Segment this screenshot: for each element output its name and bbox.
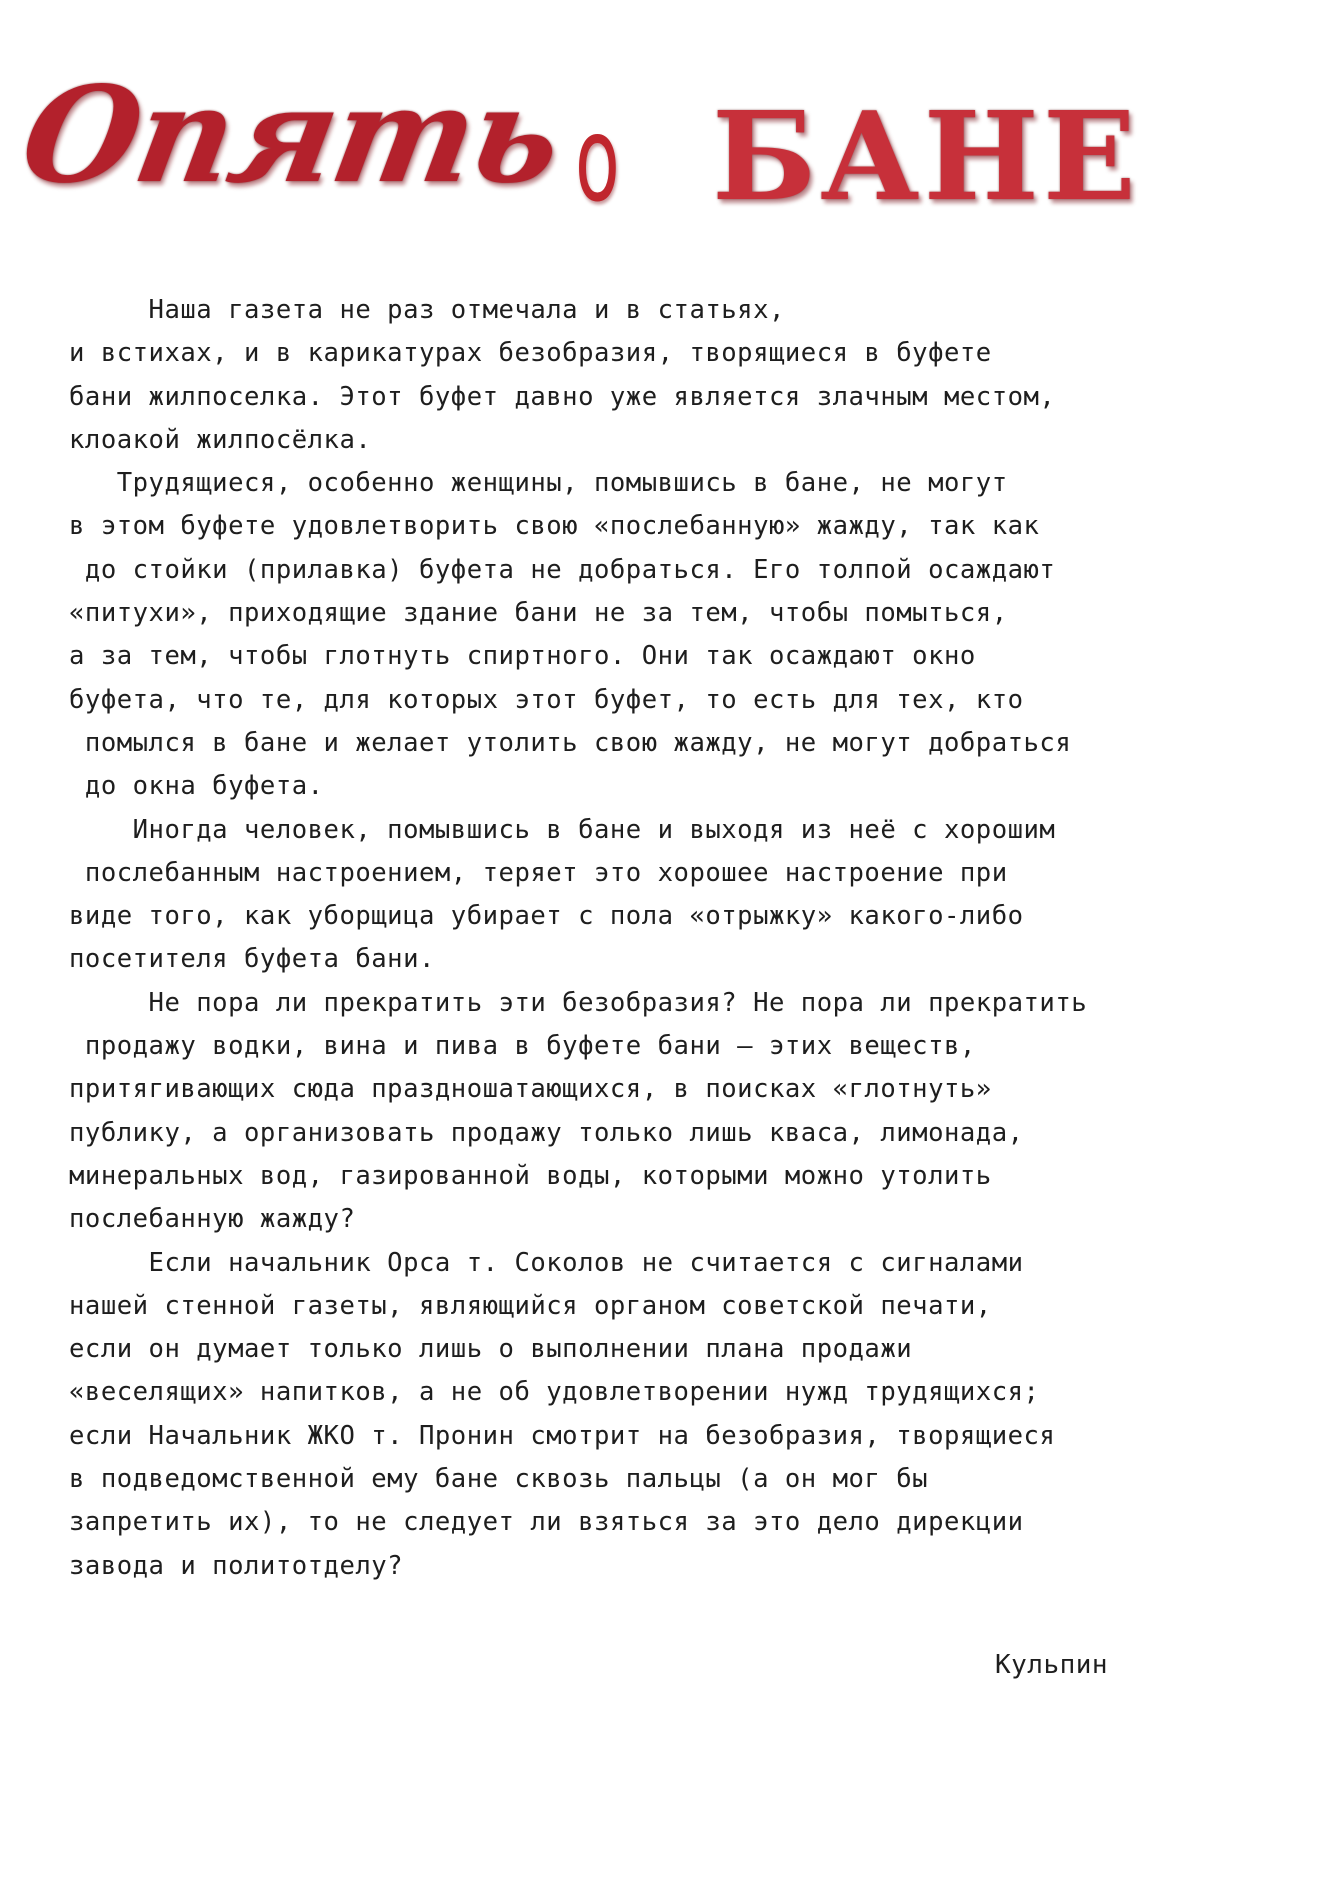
article-line: Не пора ли прекратить эти безобразия? Не пора ли прекратить: [69, 987, 1088, 1018]
article-line: буфета, что те, для которых этот буфет, то есть для тех, кто: [69, 684, 1024, 715]
article-line: посетителя буфета бани.: [69, 944, 435, 975]
article-line: послебанным настроением, теряет это хорошее настроение при: [69, 857, 1008, 888]
article-line: минеральных вод, газированной воды, которыми можно утолить: [69, 1160, 992, 1191]
article-line: публику, а организовать продажу только лишь кваса, лимонада,: [69, 1117, 1024, 1148]
article-line: до стойки (прилавка) буфета не добраться. Его толпой осаждают: [69, 554, 1056, 585]
article-line: притягивающих сюда праздношатающихся, в поисках «глотнуть»: [69, 1074, 992, 1105]
article-line: нашей стенной газеты, являющийся органом советской печати,: [69, 1290, 992, 1321]
article-line: если Начальник ЖКО т. Пронин смотрит на безобразия, творящиеся: [69, 1420, 1056, 1451]
article-line: продажу водки, вина и пива в буфете бани — этих веществ,: [69, 1031, 976, 1062]
article-line: завода и политотделу?: [69, 1550, 404, 1581]
article-line: и встихах, и в карикатурах безобразия, творящиеся в буфете: [69, 338, 992, 369]
article-line: послебанную жажду?: [69, 1204, 356, 1235]
article-line: Трудящиеся, особенно женщины, помывшись в бане, не могут: [69, 468, 1008, 499]
article-line: бани жилпоселка. Этот буфет давно уже является злачным местом,: [69, 381, 1056, 412]
article-line: виде того, как уборщица убирает с пола «отрыжку» какого-либо: [69, 901, 1024, 932]
article-line: «веселящих» напитков, а не об удовлетворении нужд трудящихся;: [69, 1377, 1040, 1408]
article-line: Иногда человек, помывшись в бане и выходя из неё с хорошим: [69, 814, 1056, 845]
article-line: а за тем, чтобы глотнуть спиртного. Они так осаждают окно: [69, 641, 976, 672]
article-line: помылся в бане и желает утолить свою жажду, не могут добраться: [69, 727, 1072, 758]
title-word-o: о: [575, 90, 620, 228]
article-line: «питухи», приходящие здание бани не за тем, чтобы помыться,: [69, 598, 1008, 629]
article-line: до окна буфета.: [69, 771, 324, 802]
article-body: [69, 289, 1329, 1588]
title-word-bane: БАНЕ: [712, 84, 1140, 228]
article-line: в этом буфете удовлетворить свою «послебанную» жажду, так как: [69, 511, 1040, 542]
title-word-opyat: Опять: [11, 58, 572, 213]
article-line: клоакой жилпосёлка.: [69, 424, 372, 455]
article-line: запретить их), то не следует ли взяться за это дело дирекции: [69, 1507, 1024, 1538]
author-signature: Кульпин: [995, 1650, 1109, 1680]
article-line: если он думает только лишь о выполнении плана продажи: [69, 1334, 913, 1365]
article-title: [0, 60, 1341, 260]
article-line: в подведомственной ему бане сквозь пальцы (а он мог бы: [69, 1464, 929, 1495]
article-line: Если начальник Орса т. Соколов не считается с сигналами: [69, 1247, 1024, 1278]
article-line: Наша газета не раз отмечала и в статьях,: [69, 295, 785, 325]
